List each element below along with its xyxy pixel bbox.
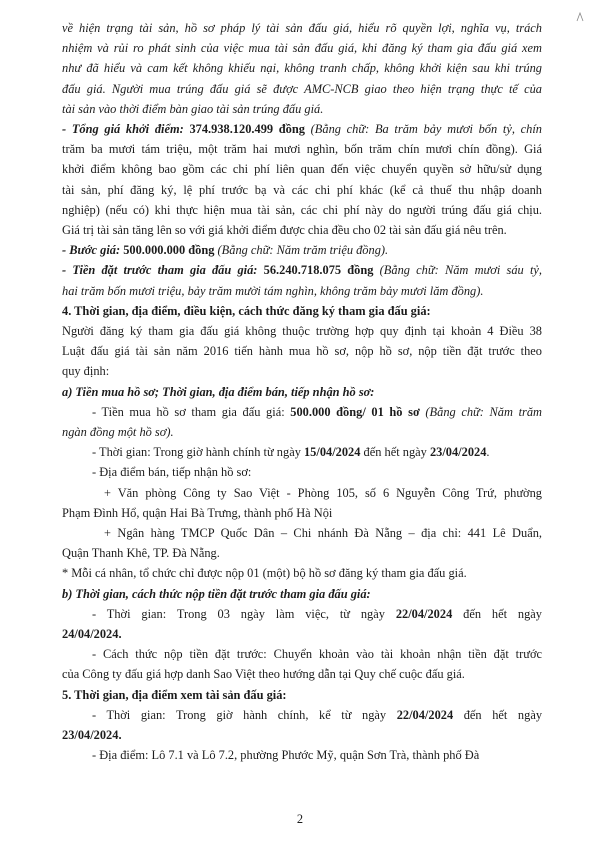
text-line: Phạm Đình Hổ, quận Hai Bà Trưng, thành phố Hà Nội [62, 505, 333, 520]
text-line [92, 606, 542, 622]
field-label: - Bước giá: [62, 243, 121, 258]
text-line [92, 707, 542, 723]
section-heading: 4. Thời gian, địa điểm, điều kiện, cách thức đăng ký tham gia đấu giá: [62, 303, 431, 318]
bold-value: 22/04/2024 [396, 707, 454, 722]
text-line [62, 121, 542, 137]
text-line: đấu giá. Người mua trúng đấu giá sẽ được AMC-NCB giao theo hiện trạng thực tế của [62, 81, 542, 96]
text-line: của Công ty đấu giá hợp danh Sao Việt theo hướng dẫn tại Quy chế cuộc đấu giá. [62, 667, 465, 682]
text-part: - Thời gian: Trong giờ hành chính từ ngày [92, 445, 304, 460]
text-line: nghiệp) (nếu có) khi thực hiện mua tài sản, các chi phí này do người trúng đấu giá chịu. [62, 202, 542, 217]
text-line [62, 242, 542, 258]
bold-value: 22/04/2024 [395, 606, 453, 621]
text-part: - Thời gian: Trong 03 ngày làm việc, từ ngày [92, 606, 396, 621]
text-line: ngàn đồng một hồ sơ). [62, 425, 174, 439]
text-line: quy định: [62, 364, 110, 379]
text-part: . [486, 445, 490, 460]
bold-value: 500.000 đồng/ 01 hồ sơ [290, 404, 420, 419]
field-label: - Tổng giá khởi điểm: [62, 122, 184, 136]
field-value: 374.938.120.499 đồng [183, 122, 305, 136]
text-part: - Thời gian: Trong giờ hành chính, kể từ ngày [92, 707, 397, 722]
text-line: 23/04/2024. [62, 728, 122, 742]
text-line: Luật đấu giá tài sản năm 2016 tiến hành mua hồ sơ, nộp hồ sơ, nộp tiền đặt trước theo [62, 344, 542, 359]
field-value: 56.240.718.075 đồng [257, 263, 374, 278]
corner-mark-icon [576, 12, 584, 22]
field-note: (Bằng chữ: Năm trăm triệu đồng). [214, 243, 389, 258]
text-line: trăm ba mươi tám triệu, một trăm hai mươi nghìn, bốn trăm chín mươi chín đồng). Giá [62, 142, 542, 157]
text-line: như đã hiểu và cam kết không khiếu nại, không tranh chấp, không khởi kiện sau khi trúng [62, 61, 542, 76]
field-note: (Bằng chữ: Năm mươi sáu tỷ, [373, 263, 542, 278]
bold-value: 15/04/2024 [303, 445, 361, 460]
page-number: 2 [296, 812, 304, 826]
text-part: đến hết ngày [453, 707, 543, 722]
bold-value: 23/04/2024 [429, 445, 487, 460]
text-line: về hiện trạng tài sản, hồ sơ pháp lý tài sản đấu giá, hiểu rõ quyền lợi, nghĩa vụ, trách [62, 21, 542, 35]
text-line: Người đăng ký tham gia đấu giá không thuộc trường hợp quy định tại khoản 4 Điều 38 [62, 324, 542, 338]
text-line: - Địa điểm: Lô 7.1 và Lô 7.2, phường Phước Mỹ, quận Sơn Trà, thành phố Đà [92, 748, 480, 763]
section-heading: 5. Thời gian, địa điểm xem tài sản đấu giá: [62, 687, 287, 702]
text-part: đến hết ngày [360, 445, 430, 460]
text-line: + Ngân hàng TMCP Quốc Dân – Chi nhánh Đà Nẵng – địa chỉ: 441 Lê Duẩn, [104, 526, 542, 540]
subsection-heading: a) Tiền mua hồ sơ; Thời gian, địa điểm bán, tiếp nhận hồ sơ: [62, 384, 375, 399]
field-note: (Bằng chữ: Ba trăm bảy mươi bốn tỷ, chín [304, 122, 542, 136]
text-line [92, 404, 542, 420]
field-value: 500.000.000 đồng [120, 243, 215, 258]
text-line: Quận Thanh Khê, TP. Đà Nẵng. [62, 546, 220, 561]
text-part: đến hết ngày [452, 606, 542, 621]
field-label: - Tiền đặt trước tham gia đấu giá: [62, 263, 258, 278]
text-line [62, 262, 542, 278]
text-line: + Văn phòng Công ty Sao Việt - Phòng 105, số 6 Nguyễn Công Trứ, phường [104, 485, 542, 500]
text-line: * Mỗi cá nhân, tổ chức chỉ được nộp 01 (một) bộ hồ sơ đăng ký tham gia đấu giá. [62, 566, 467, 581]
text-line: 24/04/2024. [62, 627, 122, 641]
text-line: tài sản, phí đăng ký, lệ phí trước bạ và các chi phí khác (kể cả thuế thu nhập doanh [62, 182, 542, 197]
text-line: - Địa điểm bán, tiếp nhận hồ sơ: [92, 465, 252, 480]
text-part: (Bằng chữ: Năm trăm [419, 404, 542, 419]
text-line: khởi điểm không bao gồm các chi phí liên quan đến việc chuyển quyền sở hữu/sử dụng [62, 162, 542, 177]
text-line [92, 444, 542, 460]
text-line: hai trăm bốn mươi triệu, bảy trăm mười tám nghìn, không trăm bảy mươi lăm đồng). [62, 283, 484, 298]
text-part: - Tiền mua hồ sơ tham gia đấu giá: [92, 404, 291, 419]
text-line: tài sản vào thời điểm bàn giao tài sản trúng đấu giá. [62, 101, 324, 116]
text-line: - Cách thức nộp tiền đặt trước: Chuyển khoản vào tài khoản nhận tiền đặt trước [92, 647, 542, 662]
subsection-heading: b) Thời gian, cách thức nộp tiền đặt trước tham gia đấu giá: [62, 586, 371, 601]
text-line: nhiệm và rủi ro phát sinh của việc mua tài sản đấu giá, khi đăng ký tham gia đấu giá xem [62, 41, 542, 56]
text-line: Giá trị tài sản tăng lên so với giá khởi điểm được chia đều cho 02 tài sản đấu giá nêu trên. [62, 223, 507, 237]
